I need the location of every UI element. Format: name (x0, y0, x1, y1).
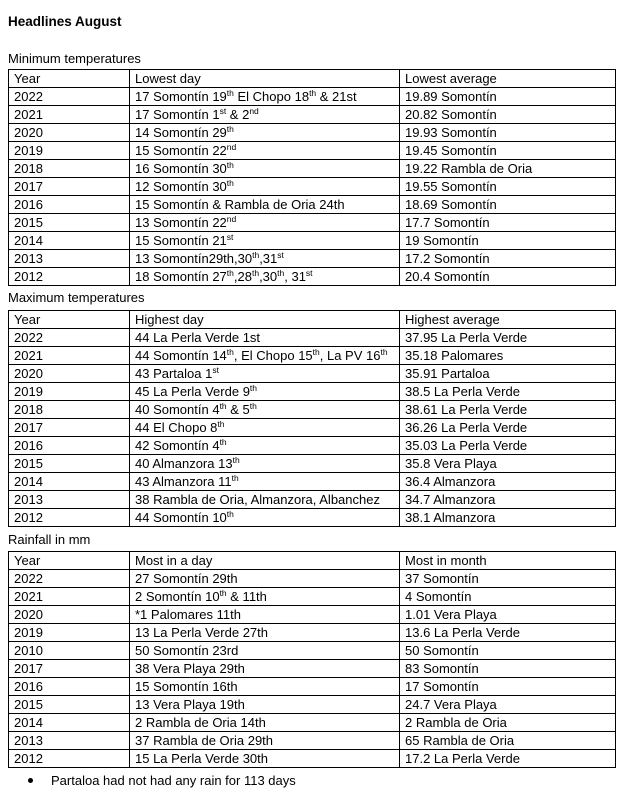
table-row (9, 106, 616, 124)
day-cell (130, 455, 400, 473)
day-text: 38 Rambla de Oria, Almanzora, Albanchez (135, 492, 380, 507)
max-temp-table (8, 310, 616, 527)
table-row (9, 365, 616, 383)
day-cell (130, 401, 400, 419)
day-text: & 2 (226, 107, 250, 122)
day-text: & 21st (316, 89, 357, 104)
day-cell (130, 678, 400, 696)
year-cell: 2012 (9, 750, 130, 768)
day-text: 27 Somontín 29th (135, 571, 238, 586)
table-row (9, 455, 616, 473)
day-text: & 11th (226, 589, 267, 604)
year-cell: 2013 (9, 491, 130, 509)
year-cell: 2022 (9, 88, 130, 106)
rainfall-table (8, 551, 616, 768)
day-cell (130, 365, 400, 383)
table-row (9, 714, 616, 732)
day-text: , 31 (284, 269, 306, 284)
day-cell (130, 106, 400, 124)
table-row (9, 232, 616, 250)
column-header: Highest average (400, 311, 616, 329)
average-cell: 17 Somontín (400, 678, 616, 696)
day-cell (130, 196, 400, 214)
note-item (28, 773, 296, 788)
day-cell (130, 178, 400, 196)
year-cell: 2013 (9, 250, 130, 268)
average-cell: 36.4 Almanzora (400, 473, 616, 491)
ordinal-suffix: th (251, 268, 260, 278)
table-row (9, 732, 616, 750)
average-cell: 34.7 Almanzora (400, 491, 616, 509)
year-cell: 2018 (9, 160, 130, 178)
ordinal-suffix: th (226, 509, 234, 519)
day-text: 44 Somontín 14 (135, 348, 227, 363)
year-cell: 2022 (9, 570, 130, 588)
day-text: 40 Almanzora 13 (135, 456, 233, 471)
ordinal-suffix: th (252, 250, 260, 260)
year-cell: 2014 (9, 473, 130, 491)
day-cell (130, 570, 400, 588)
column-header: Lowest average (400, 70, 616, 88)
average-cell: 19.45 Somontín (400, 142, 616, 160)
average-cell: 1.01 Vera Playa (400, 606, 616, 624)
average-cell: 19.93 Somontín (400, 124, 616, 142)
year-cell: 2010 (9, 642, 130, 660)
day-cell (130, 124, 400, 142)
table-row (9, 160, 616, 178)
day-cell (130, 473, 400, 491)
bullet-icon (28, 778, 33, 783)
day-text: 2 Rambla de Oria 14th (135, 715, 266, 730)
day-text: 44 El Chopo 8 (135, 420, 218, 435)
table-row (9, 606, 616, 624)
table-row (9, 588, 616, 606)
table-row (9, 142, 616, 160)
ordinal-suffix: nd (249, 106, 259, 116)
average-cell: 35.03 La Perla Verde (400, 437, 616, 455)
day-text: 15 Somontín 16th (135, 679, 238, 694)
ordinal-suffix: th (232, 455, 240, 465)
day-cell (130, 696, 400, 714)
average-cell: 50 Somontín (400, 642, 616, 660)
year-cell: 2017 (9, 178, 130, 196)
ordinal-suffix: th (231, 473, 239, 483)
year-cell: 2019 (9, 383, 130, 401)
day-cell (130, 268, 400, 286)
average-cell: 35.8 Vera Playa (400, 455, 616, 473)
ordinal-suffix: th (226, 88, 234, 98)
day-cell (130, 624, 400, 642)
ordinal-suffix: th (226, 178, 234, 188)
day-text: & 5 (226, 402, 250, 417)
day-text: ,31 (259, 251, 278, 266)
ordinal-suffix: th (309, 88, 317, 98)
day-text: El Chopo 18 (233, 89, 310, 104)
year-cell: 2020 (9, 124, 130, 142)
ordinal-suffix: th (249, 383, 258, 393)
day-text: ,28 (233, 269, 252, 284)
table-row (9, 678, 616, 696)
ordinal-suffix: th (219, 401, 227, 411)
column-header: Lowest day (130, 70, 400, 88)
min-temp-title: Minimum temperatures (8, 51, 141, 66)
day-text: 13 Somontín 22 (135, 215, 227, 230)
column-header: Year (9, 70, 130, 88)
table-row (9, 437, 616, 455)
column-header: Most in a day (130, 552, 400, 570)
table-row (9, 347, 616, 365)
year-cell: 2019 (9, 624, 130, 642)
column-header: Most in month (400, 552, 616, 570)
day-cell (130, 732, 400, 750)
table-row (9, 642, 616, 660)
day-text: 16 Somontín 30 (135, 161, 227, 176)
table-row (9, 196, 616, 214)
average-cell: 38.1 Almanzora (400, 509, 616, 527)
day-text: 15 Somontín 22 (135, 143, 227, 158)
day-cell (130, 660, 400, 678)
day-text: 2 Somontín 10 (135, 589, 220, 604)
column-header: Year (9, 311, 130, 329)
year-cell: 2021 (9, 106, 130, 124)
year-cell: 2013 (9, 732, 130, 750)
table-row (9, 268, 616, 286)
table-row (9, 178, 616, 196)
year-cell: 2017 (9, 660, 130, 678)
table-row (9, 491, 616, 509)
day-text: 38 Vera Playa 29th (135, 661, 245, 676)
day-cell (130, 160, 400, 178)
year-cell: 2016 (9, 196, 130, 214)
average-cell: 35.91 Partaloa (400, 365, 616, 383)
table-row (9, 624, 616, 642)
year-cell: 2022 (9, 329, 130, 347)
table-header-row (9, 311, 616, 329)
ordinal-suffix: st (277, 250, 284, 260)
column-header: Year (9, 552, 130, 570)
day-text: 13 Somontín29th,30 (135, 251, 253, 266)
day-cell (130, 142, 400, 160)
column-header: Highest day (130, 311, 400, 329)
table-row (9, 88, 616, 106)
year-cell: 2012 (9, 509, 130, 527)
table-row (9, 214, 616, 232)
day-text: 17 Somontín 1 (135, 107, 220, 122)
table-row (9, 250, 616, 268)
table-row (9, 419, 616, 437)
average-cell: 20.4 Somontín (400, 268, 616, 286)
year-cell: 2014 (9, 714, 130, 732)
day-cell (130, 714, 400, 732)
average-cell: 17.7 Somontín (400, 214, 616, 232)
day-cell (130, 329, 400, 347)
day-text: 43 Almanzora 11 (135, 474, 232, 489)
max-temp-title: Maximum temperatures (8, 290, 145, 305)
year-cell: 2015 (9, 696, 130, 714)
ordinal-suffix: th (380, 347, 388, 357)
day-text: , La PV 16 (319, 348, 381, 363)
day-text: 15 La Perla Verde 30th (135, 751, 268, 766)
ordinal-suffix: th (219, 437, 227, 447)
average-cell: 83 Somontín (400, 660, 616, 678)
average-cell: 2 Rambla de Oria (400, 714, 616, 732)
day-cell (130, 347, 400, 365)
average-cell: 36.26 La Perla Verde (400, 419, 616, 437)
ordinal-suffix: th (226, 347, 234, 357)
year-cell: 2014 (9, 232, 130, 250)
table-row (9, 473, 616, 491)
day-cell (130, 588, 400, 606)
ordinal-suffix: st (305, 268, 313, 278)
year-cell: 2015 (9, 455, 130, 473)
rainfall-title: Rainfall in mm (8, 532, 91, 547)
average-cell: 37 Somontín (400, 570, 616, 588)
min-temp-table (8, 69, 616, 286)
day-text: 37 Rambla de Oria 29th (135, 733, 274, 748)
ordinal-suffix: st (226, 232, 234, 242)
day-text: 45 La Perla Verde 9 (135, 384, 250, 399)
ordinal-suffix: nd (226, 214, 237, 224)
ordinal-suffix: nd (226, 142, 237, 152)
day-cell (130, 642, 400, 660)
day-text: 40 Somontín 4 (135, 402, 220, 417)
year-cell: 2021 (9, 588, 130, 606)
table-row (9, 750, 616, 768)
day-text: 14 Somontín 29 (135, 125, 227, 140)
day-text: , El Chopo 15 (233, 348, 313, 363)
average-cell: 17.2 La Perla Verde (400, 750, 616, 768)
table-row (9, 570, 616, 588)
day-text: 13 Vera Playa 19th (135, 697, 245, 712)
year-cell: 2017 (9, 419, 130, 437)
day-text: *1 Palomares 11th (135, 607, 241, 622)
table-row (9, 124, 616, 142)
average-cell: 38.5 La Perla Verde (400, 383, 616, 401)
average-cell: 19.55 Somontín (400, 178, 616, 196)
day-cell (130, 491, 400, 509)
ordinal-suffix: th (219, 588, 227, 598)
day-cell (130, 214, 400, 232)
ordinal-suffix: th (226, 268, 234, 278)
average-cell: 37.95 La Perla Verde (400, 329, 616, 347)
average-cell: 19 Somontín (400, 232, 616, 250)
year-cell: 2020 (9, 365, 130, 383)
year-cell: 2016 (9, 678, 130, 696)
ordinal-suffix: th (277, 268, 285, 278)
day-text: 18 Somontín 27 (135, 269, 227, 284)
year-cell: 2016 (9, 437, 130, 455)
notes-list (28, 773, 296, 788)
day-cell (130, 750, 400, 768)
day-text: 43 Partaloa 1 (135, 366, 213, 381)
ordinal-suffix: th (217, 419, 225, 429)
average-cell: 13.6 La Perla Verde (400, 624, 616, 642)
day-cell (130, 250, 400, 268)
table-row (9, 660, 616, 678)
table-row (9, 383, 616, 401)
table-row (9, 509, 616, 527)
average-cell: 18.69 Somontín (400, 196, 616, 214)
average-cell: 38.61 La Perla Verde (400, 401, 616, 419)
average-cell: 19.89 Somontín (400, 88, 616, 106)
table-row (9, 696, 616, 714)
note-text: Partaloa had not had any rain for 113 days (51, 773, 296, 788)
year-cell: 2019 (9, 142, 130, 160)
day-text: 15 Somontín & Rambla de Oria 24th (135, 197, 345, 212)
average-cell: 35.18 Palomares (400, 347, 616, 365)
day-text: 15 Somontín 21 (135, 233, 227, 248)
table-header-row (9, 552, 616, 570)
table-row (9, 401, 616, 419)
ordinal-suffix: st (212, 365, 219, 375)
day-cell (130, 88, 400, 106)
average-cell: 20.82 Somontín (400, 106, 616, 124)
day-cell (130, 606, 400, 624)
year-cell: 2015 (9, 214, 130, 232)
ordinal-suffix: st (219, 106, 227, 116)
year-cell: 2020 (9, 606, 130, 624)
average-cell: 17.2 Somontín (400, 250, 616, 268)
average-cell: 24.7 Vera Playa (400, 696, 616, 714)
day-text: 44 La Perla Verde 1st (135, 330, 261, 345)
day-cell (130, 437, 400, 455)
day-text: 13 La Perla Verde 27th (135, 625, 268, 640)
day-text: ,30 (259, 269, 278, 284)
day-text: 42 Somontín 4 (135, 438, 220, 453)
day-cell (130, 509, 400, 527)
table-row (9, 329, 616, 347)
year-cell: 2018 (9, 401, 130, 419)
average-cell: 65 Rambla de Oria (400, 732, 616, 750)
ordinal-suffix: th (312, 347, 320, 357)
day-text: 12 Somontín 30 (135, 179, 227, 194)
year-cell: 2012 (9, 268, 130, 286)
table-header-row (9, 70, 616, 88)
day-text: 17 Somontín 19 (135, 89, 227, 104)
year-cell: 2021 (9, 347, 130, 365)
ordinal-suffix: th (249, 401, 257, 411)
day-cell (130, 232, 400, 250)
day-text: 44 Somontín 10 (135, 510, 227, 525)
average-cell: 4 Somontín (400, 588, 616, 606)
page-heading: Headlines August (8, 14, 122, 29)
average-cell: 19.22 Rambla de Oria (400, 160, 616, 178)
day-text: 50 Somontín 23rd (135, 643, 239, 658)
ordinal-suffix: th (226, 124, 234, 134)
day-cell (130, 383, 400, 401)
ordinal-suffix: th (226, 160, 234, 170)
day-cell (130, 419, 400, 437)
